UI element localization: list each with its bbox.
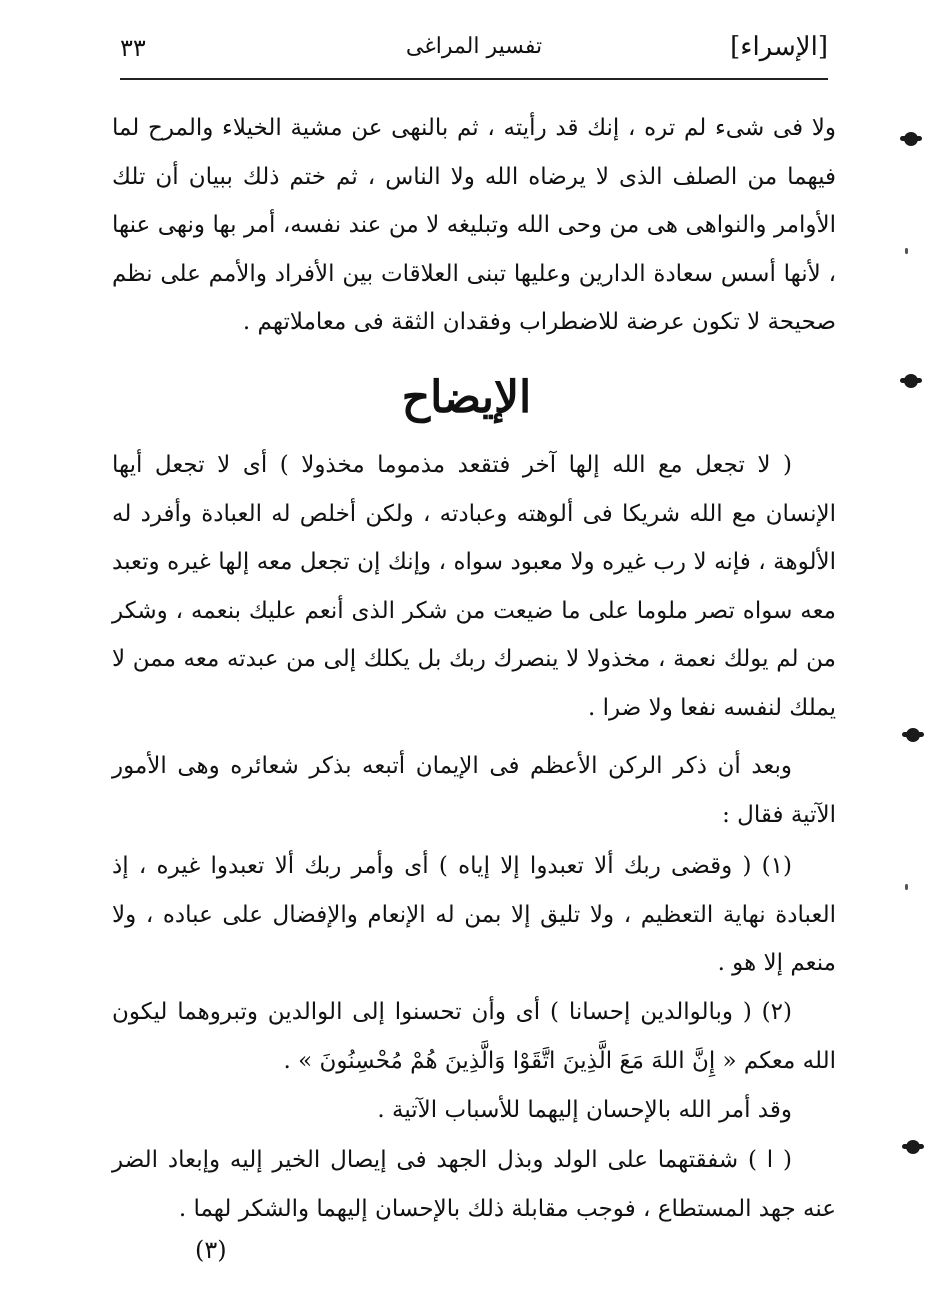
surah-name: [الإسراء] [730,32,828,62]
signature-mark: (٣) [195,1236,227,1264]
section-heading: الإيضاح [401,372,532,423]
running-header [120,30,828,70]
book-title: تفسير المراغى [405,34,543,59]
intro-paragraph: ولا فى شىء لم تره ، إنك قد رأيته ، ثم بالنهى عن مشية الخيلاء والمرح لما فيهما من الصلف الذى لا يرضاه الله ولا الناس ، ثم ختم ذلك ببيان أن تلك الأوامر والنواهى هى من وحى الله وتبليغه لا من عند نفسه، أمر بها ونهى عنها ، لأنها أسس سعادة الدارين وعليها تبنى العلاقات بين الأفراد والأمم على نظم صحيحة لا تكون عرضة للاضطراب وفقدان الثقة فى معاملاتهم . [112,115,836,335]
binding-hole-mark [906,728,920,742]
scan-speck [905,884,908,890]
paragraph-explanation: ( لا تجعل مع الله إلها آخر فتقعد مذموما مخذولا ) أى لا تجعل أيها الإنسان مع الله شريكا فى ألوهته وعبادته ، ولكن أخلص له العبادة وأفرد له الألوهة ، فإنه لا رب غيره ولا معبود سواه ، وإنك إن تجعل معه إلها غيره وتعبد معه سواه تصر ملوما على ما ضيعت من شكر الذى أنعم عليك بنعمه ، وشكر من لم يولك نعمة ، مخذولا لا ينصرك ربك بل يكلك إلى من عبدته معه ممن لا يملك لنفسه نفعا ولا ضرا . [112,452,836,721]
scan-speck [905,248,908,254]
paragraph-reason-a: ( ا ) شفقتهما على الولد وبذل الجهد فى إيصال الخير إليه وإبعاد الضر عنه جهد المستطاع ، فوجب مقابلة ذلك بالإحسان إليهما والشكر لهما . [112,1147,836,1222]
paragraph-reasons: وقد أمر الله بالإحسان إليهما للأسباب الآتية . [377,1097,792,1123]
binding-hole-mark [906,1140,920,1154]
page-number: ٣٣ [120,34,146,62]
header-rule [120,78,828,80]
paragraph-point-2: (٢) ( وبالوالدين إحسانا ) أى وأن تحسنوا إلى الوالدين وتبروهما ليكون الله معكم « إِنَّ اللهَ مَعَ الَّذِينَ اتَّقَوْا وَالَّذِينَ هُمْ مُحْسِنُونَ » . [112,999,836,1074]
paragraph-point-1: (١) ( وقضى ربك ألا تعبدوا إلا إياه ) أى وأمر ربك ألا تعبدوا غيره ، إذ العبادة نهاية التعظيم ، ولا تليق إلا بمن له الإنعام والإفضال على عباده ، ولا منعم إلا هو . [112,853,836,976]
binding-hole-mark [904,132,918,146]
binding-hole-mark [904,374,918,388]
paragraph-transition: وبعد أن ذكر الركن الأعظم فى الإيمان أتبعه بذكر شعائره وهى الأمور الآتية فقال : [112,753,836,828]
